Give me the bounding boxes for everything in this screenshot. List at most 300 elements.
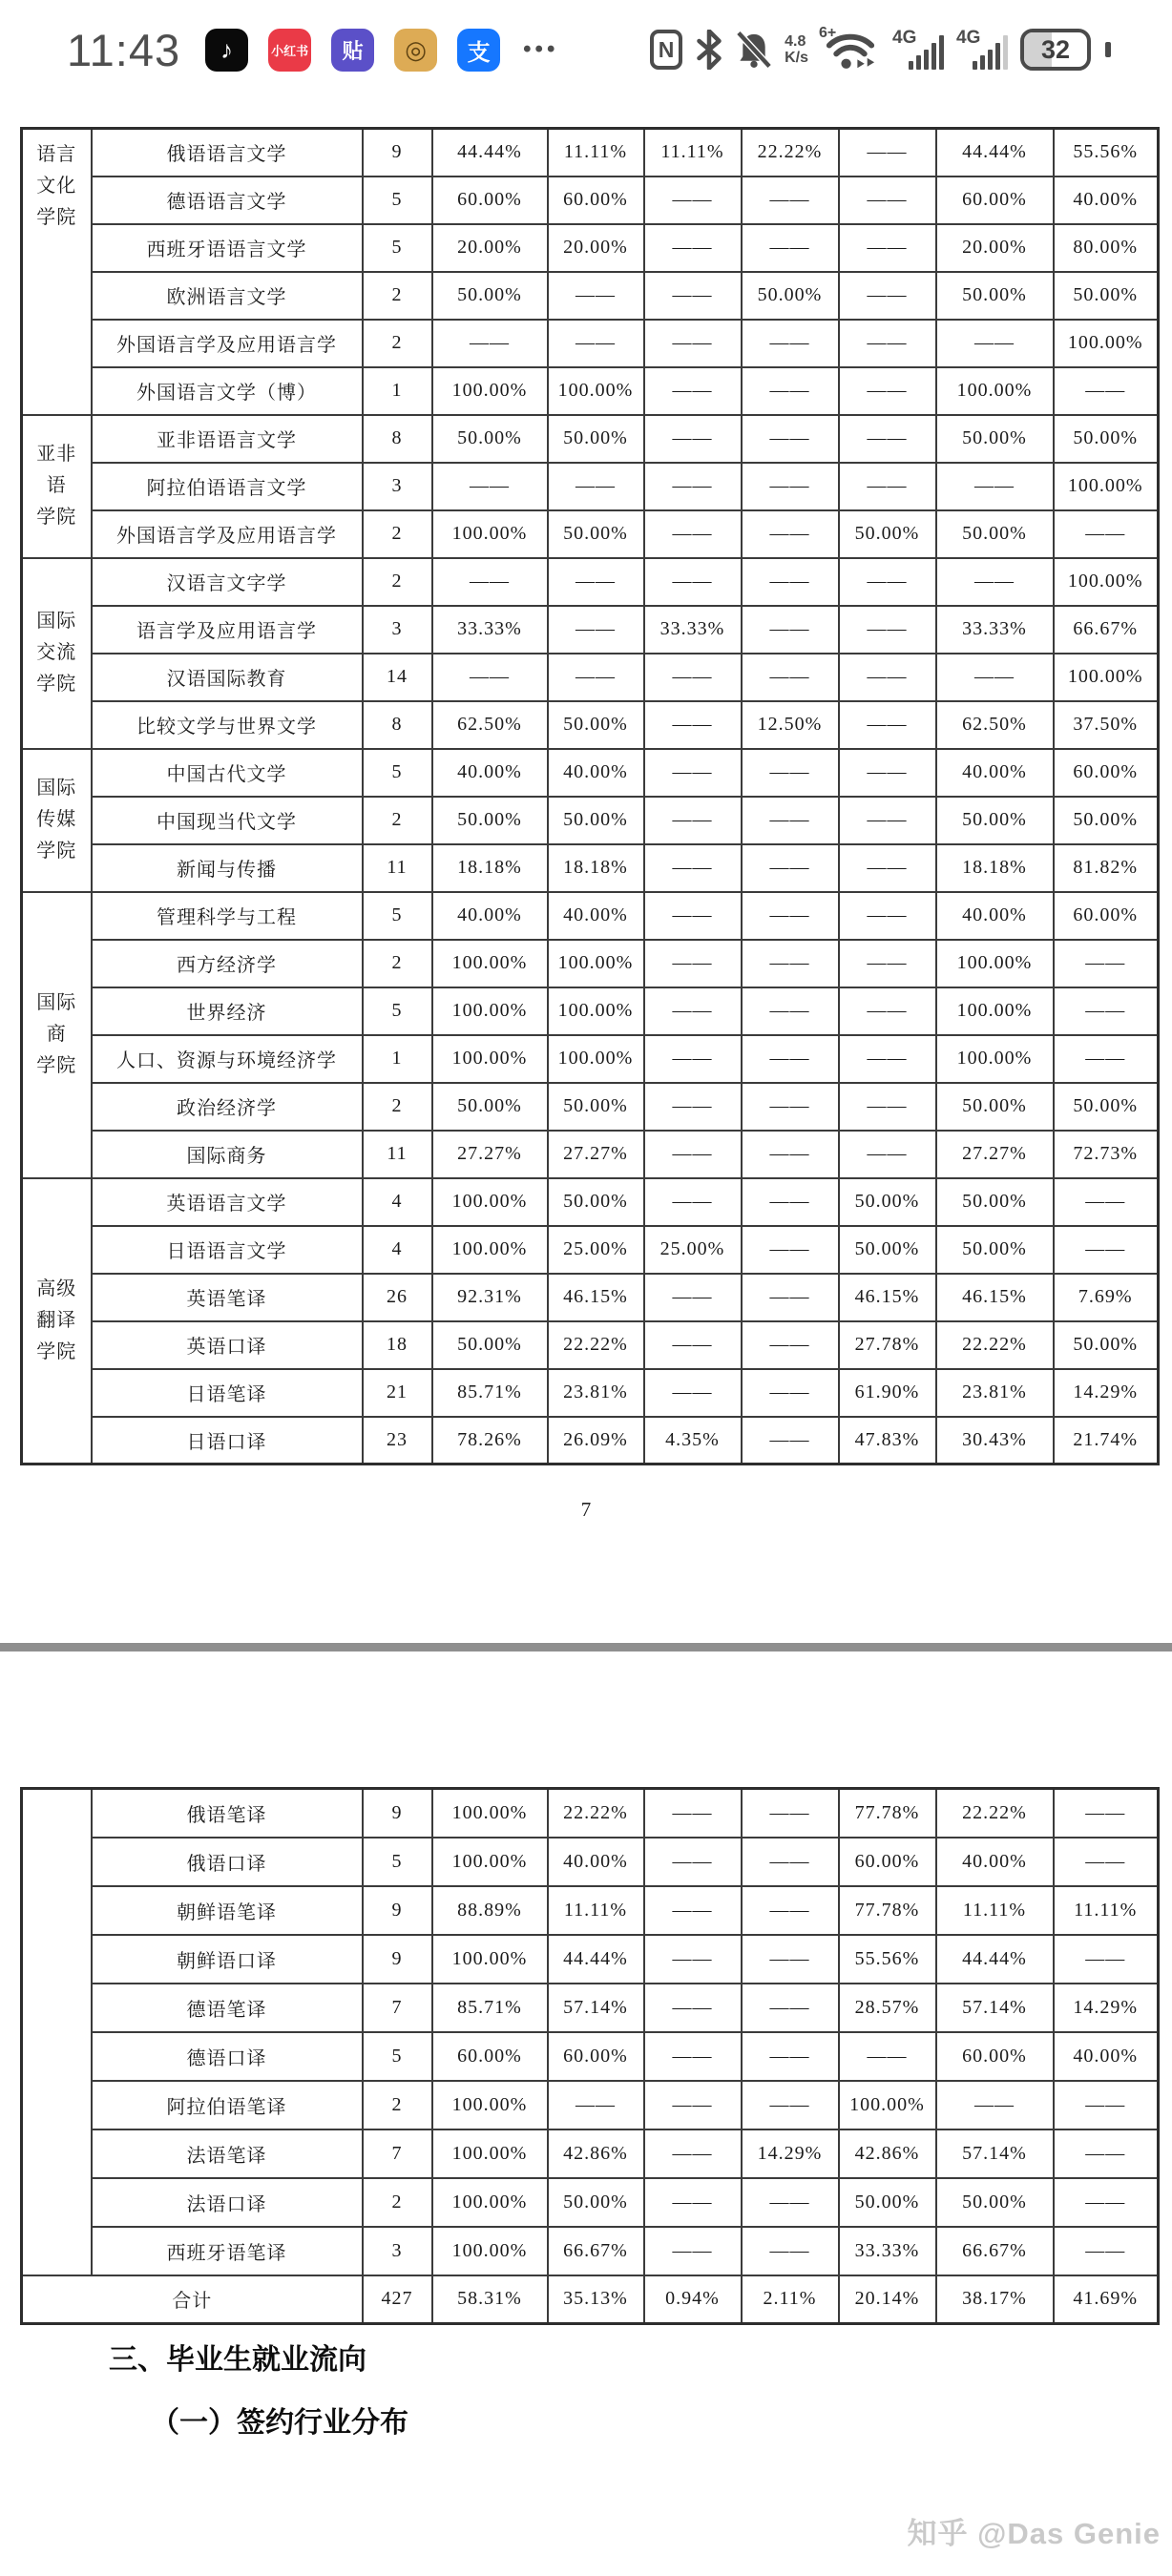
percent-cell: 77.78% xyxy=(839,1789,936,1838)
major-name-cell: 俄语笔译 xyxy=(92,1789,363,1838)
total-percent-cell: 20.14% xyxy=(839,2275,936,2324)
graduate-count-cell: 2 xyxy=(363,272,432,320)
major-name-cell: 法语笔译 xyxy=(92,2129,363,2178)
percent-cell: 100.00% xyxy=(432,2081,548,2129)
table-row xyxy=(22,1321,1159,1369)
graduate-count-cell: 14 xyxy=(363,654,432,701)
percent-cell: 80.00% xyxy=(1054,224,1159,272)
major-name-cell: 管理科学与工程 xyxy=(92,892,363,940)
percent-cell: —— xyxy=(1054,510,1159,558)
percent-cell: 50.00% xyxy=(936,510,1054,558)
percent-cell: —— xyxy=(644,1935,742,1984)
table-row xyxy=(22,1035,1159,1083)
percent-cell: —— xyxy=(742,749,839,797)
percent-cell: —— xyxy=(548,463,644,510)
percent-cell: 50.00% xyxy=(548,510,644,558)
percent-cell: —— xyxy=(742,654,839,701)
table-row xyxy=(22,606,1159,654)
graduate-count-cell: 1 xyxy=(363,1035,432,1083)
wifi-6-badge: 6+ xyxy=(819,25,837,41)
percent-cell: —— xyxy=(742,1369,839,1417)
percent-cell: 60.00% xyxy=(548,177,644,224)
percent-cell: —— xyxy=(644,510,742,558)
major-name-cell: 日语语言文学 xyxy=(92,1226,363,1274)
graduate-count-cell: 4 xyxy=(363,1226,432,1274)
percent-cell: —— xyxy=(742,1226,839,1274)
total-percent-cell: 0.94% xyxy=(644,2275,742,2324)
percent-cell: —— xyxy=(742,1035,839,1083)
percent-cell: —— xyxy=(742,1321,839,1369)
table-row xyxy=(22,797,1159,844)
percent-cell: 66.67% xyxy=(548,2227,644,2275)
major-name-cell: 德语笔译 xyxy=(92,1984,363,2032)
percent-cell: 50.00% xyxy=(1054,797,1159,844)
percent-cell: —— xyxy=(742,558,839,606)
percent-cell: 50.00% xyxy=(936,2178,1054,2227)
percent-cell: 14.29% xyxy=(742,2129,839,2178)
percent-cell: —— xyxy=(432,558,548,606)
table-row xyxy=(22,940,1159,987)
major-name-cell: 朝鲜语口译 xyxy=(92,1935,363,1984)
percent-cell: 61.90% xyxy=(839,1369,936,1417)
percent-cell: 25.00% xyxy=(644,1226,742,1274)
percent-cell: 33.33% xyxy=(839,2227,936,2275)
percent-cell: —— xyxy=(936,558,1054,606)
graduate-count-cell: 5 xyxy=(363,749,432,797)
percent-cell: —— xyxy=(548,320,644,367)
college-label-cell: 高级 翻译 学院 xyxy=(22,1178,92,1465)
percent-cell: —— xyxy=(644,320,742,367)
major-name-cell: 德语口译 xyxy=(92,2032,363,2081)
total-percent-cell: 38.17% xyxy=(936,2275,1054,2324)
table-row xyxy=(22,1984,1159,2032)
percent-cell: —— xyxy=(742,1838,839,1886)
percent-cell: —— xyxy=(548,272,644,320)
percent-cell: 100.00% xyxy=(936,940,1054,987)
percent-cell: —— xyxy=(644,558,742,606)
table-row xyxy=(22,415,1159,463)
percent-cell: —— xyxy=(1054,1226,1159,1274)
graduate-count-cell: 3 xyxy=(363,606,432,654)
graduate-count-cell: 3 xyxy=(363,463,432,510)
total-percent-cell: 35.13% xyxy=(548,2275,644,2324)
percent-cell: 11.11% xyxy=(644,129,742,177)
college-label-cell xyxy=(22,1789,92,2275)
percent-cell: 42.86% xyxy=(839,2129,936,2178)
percent-cell: 100.00% xyxy=(432,1789,548,1838)
table-row xyxy=(22,463,1159,510)
percent-cell: —— xyxy=(644,892,742,940)
table-row xyxy=(22,1369,1159,1417)
percent-cell: 100.00% xyxy=(432,940,548,987)
percent-cell: 50.00% xyxy=(839,1226,936,1274)
table-row xyxy=(22,2129,1159,2178)
document-viewer[interactable] xyxy=(0,93,1172,2576)
table-row xyxy=(22,1886,1159,1935)
graduate-count-cell: 2 xyxy=(363,2081,432,2129)
percent-cell: 57.14% xyxy=(936,2129,1054,2178)
percent-cell: 50.00% xyxy=(548,415,644,463)
percent-cell: —— xyxy=(1054,2178,1159,2227)
percent-cell: —— xyxy=(742,2227,839,2275)
percent-cell: —— xyxy=(1054,1789,1159,1838)
percent-cell: 60.00% xyxy=(1054,749,1159,797)
percent-cell: —— xyxy=(839,2032,936,2081)
college-label-cell: 国际 商 学院 xyxy=(22,892,92,1178)
percent-cell: 100.00% xyxy=(548,987,644,1035)
percent-cell: 100.00% xyxy=(548,940,644,987)
percent-cell: —— xyxy=(839,654,936,701)
percent-cell: —— xyxy=(839,224,936,272)
percent-cell: —— xyxy=(742,1886,839,1935)
percent-cell: 27.27% xyxy=(936,1131,1054,1178)
major-name-cell: 世界经济 xyxy=(92,987,363,1035)
percent-cell: 50.00% xyxy=(936,1083,1054,1131)
percent-cell: 27.27% xyxy=(548,1131,644,1178)
percent-cell: —— xyxy=(548,2081,644,2129)
percent-cell: —— xyxy=(742,940,839,987)
percent-cell: —— xyxy=(1054,987,1159,1035)
graduate-count-cell: 5 xyxy=(363,1838,432,1886)
percent-cell: —— xyxy=(644,940,742,987)
percent-cell: 50.00% xyxy=(1054,415,1159,463)
major-name-cell: 外国语言文学（博） xyxy=(92,367,363,415)
college-label-cell: 国际 交流 学院 xyxy=(22,558,92,749)
percent-cell: 100.00% xyxy=(432,987,548,1035)
table-row xyxy=(22,1935,1159,1984)
percent-cell: 100.00% xyxy=(432,1035,548,1083)
percent-cell: 33.33% xyxy=(432,606,548,654)
percent-cell: —— xyxy=(742,797,839,844)
total-percent-cell: 41.69% xyxy=(1054,2275,1159,2324)
percent-cell: —— xyxy=(644,1789,742,1838)
percent-cell: —— xyxy=(432,654,548,701)
graduate-count-cell: 5 xyxy=(363,177,432,224)
graduate-count-cell: 9 xyxy=(363,1935,432,1984)
notification-app-icons xyxy=(205,29,500,72)
percent-cell: —— xyxy=(1054,940,1159,987)
percent-cell: 85.71% xyxy=(432,1369,548,1417)
percent-cell: 100.00% xyxy=(1054,654,1159,701)
graduate-count-cell: 2 xyxy=(363,797,432,844)
percent-cell: 50.00% xyxy=(839,1178,936,1226)
percent-cell: —— xyxy=(742,606,839,654)
percent-cell: —— xyxy=(839,844,936,892)
percent-cell: 60.00% xyxy=(839,1838,936,1886)
percent-cell: —— xyxy=(936,463,1054,510)
percent-cell: —— xyxy=(644,987,742,1035)
percent-cell: 46.15% xyxy=(839,1274,936,1321)
graduate-count-cell: 9 xyxy=(363,1789,432,1838)
percent-cell: 46.15% xyxy=(936,1274,1054,1321)
percent-cell: 50.00% xyxy=(936,797,1054,844)
percent-cell: —— xyxy=(742,1935,839,1984)
graduate-count-cell: 3 xyxy=(363,2227,432,2275)
percent-cell: —— xyxy=(839,320,936,367)
percent-cell: —— xyxy=(742,510,839,558)
percent-cell: 50.00% xyxy=(936,1226,1054,1274)
percent-cell: —— xyxy=(548,654,644,701)
graduate-count-cell: 23 xyxy=(363,1417,432,1465)
percent-cell: 50.00% xyxy=(548,797,644,844)
percent-cell: 50.00% xyxy=(936,272,1054,320)
percent-cell: 50.00% xyxy=(839,510,936,558)
percent-cell: —— xyxy=(644,1274,742,1321)
graduate-count-cell: 21 xyxy=(363,1369,432,1417)
percent-cell: 40.00% xyxy=(1054,2032,1159,2081)
percent-cell: —— xyxy=(644,224,742,272)
percent-cell: 18.18% xyxy=(548,844,644,892)
graduate-count-cell: 1 xyxy=(363,367,432,415)
percent-cell: 40.00% xyxy=(432,749,548,797)
percent-cell: —— xyxy=(742,1274,839,1321)
percent-cell: —— xyxy=(1054,367,1159,415)
percent-cell: 92.31% xyxy=(432,1274,548,1321)
table-row xyxy=(22,510,1159,558)
percent-cell: 85.71% xyxy=(432,1984,548,2032)
percent-cell: —— xyxy=(742,1178,839,1226)
college-label-cell: 语言 文化 学院 xyxy=(22,129,92,415)
percent-cell: 100.00% xyxy=(548,1035,644,1083)
wifi-icon xyxy=(821,27,880,73)
percent-cell: 60.00% xyxy=(1054,892,1159,940)
percent-cell: —— xyxy=(644,1838,742,1886)
percent-cell: —— xyxy=(644,2178,742,2227)
percent-cell: —— xyxy=(644,367,742,415)
percent-cell: 40.00% xyxy=(432,892,548,940)
graduate-count-cell: 8 xyxy=(363,415,432,463)
major-name-cell: 亚非语语言文学 xyxy=(92,415,363,463)
table-row xyxy=(22,892,1159,940)
percent-cell: —— xyxy=(936,320,1054,367)
percent-cell: 60.00% xyxy=(432,2032,548,2081)
percent-cell: 30.43% xyxy=(936,1417,1054,1465)
graduate-count-cell: 11 xyxy=(363,1131,432,1178)
more-notifications-icon: ••• xyxy=(523,36,559,62)
percent-cell: 100.00% xyxy=(936,987,1054,1035)
percent-cell: 57.14% xyxy=(936,1984,1054,2032)
percent-cell: 81.82% xyxy=(1054,844,1159,892)
percent-cell: 44.44% xyxy=(432,129,548,177)
gold-badge-app-icon: ◎ xyxy=(394,29,437,72)
table-row xyxy=(22,1789,1159,1838)
percent-cell: 60.00% xyxy=(432,177,548,224)
percent-cell: 12.50% xyxy=(742,701,839,749)
percent-cell: 62.50% xyxy=(936,701,1054,749)
percent-cell: 14.29% xyxy=(1054,1984,1159,2032)
percent-cell: —— xyxy=(839,558,936,606)
major-name-cell: 比较文学与世界文学 xyxy=(92,701,363,749)
percent-cell: 50.00% xyxy=(839,2178,936,2227)
table-row xyxy=(22,701,1159,749)
graduate-count-cell: 8 xyxy=(363,701,432,749)
percent-cell: —— xyxy=(432,463,548,510)
major-name-cell: 政治经济学 xyxy=(92,1083,363,1131)
percent-cell: —— xyxy=(742,2178,839,2227)
percent-cell: —— xyxy=(1054,1838,1159,1886)
battery-terminal xyxy=(1105,42,1111,57)
percent-cell: 23.81% xyxy=(936,1369,1054,1417)
percent-cell: 18.18% xyxy=(936,844,1054,892)
percent-cell: 22.22% xyxy=(936,1321,1054,1369)
percent-cell: —— xyxy=(742,1984,839,2032)
percent-cell: 50.00% xyxy=(1054,1321,1159,1369)
total-percent-cell: 2.11% xyxy=(742,2275,839,2324)
major-name-cell: 汉语国际教育 xyxy=(92,654,363,701)
percent-cell: 100.00% xyxy=(936,1035,1054,1083)
table-row xyxy=(22,129,1159,177)
graduate-count-cell: 2 xyxy=(363,558,432,606)
major-name-cell: 中国现当代文学 xyxy=(92,797,363,844)
percent-cell: —— xyxy=(742,892,839,940)
percent-cell: —— xyxy=(742,415,839,463)
percent-cell: 100.00% xyxy=(839,2081,936,2129)
graduate-count-cell: 5 xyxy=(363,987,432,1035)
percent-cell: 55.56% xyxy=(1054,129,1159,177)
status-indicators xyxy=(650,27,1111,73)
alipay-app-icon: 支 xyxy=(457,29,500,72)
status-bar xyxy=(0,6,1172,93)
percent-cell: 37.50% xyxy=(1054,701,1159,749)
percent-cell: 22.22% xyxy=(936,1789,1054,1838)
percent-cell: —— xyxy=(839,701,936,749)
major-name-cell: 西班牙语语言文学 xyxy=(92,224,363,272)
major-name-cell: 西方经济学 xyxy=(92,940,363,987)
total-percent-cell: 58.31% xyxy=(432,2275,548,2324)
percent-cell: —— xyxy=(644,2081,742,2129)
major-name-cell: 英语口译 xyxy=(92,1321,363,1369)
percent-cell: 50.00% xyxy=(1054,272,1159,320)
graduate-count-cell: 4 xyxy=(363,1178,432,1226)
graduate-count-cell: 2 xyxy=(363,510,432,558)
percent-cell: 100.00% xyxy=(1054,463,1159,510)
percent-cell: 100.00% xyxy=(432,2178,548,2227)
graduate-count-cell: 9 xyxy=(363,1886,432,1935)
major-name-cell: 英语笔译 xyxy=(92,1274,363,1321)
percent-cell: 66.67% xyxy=(1054,606,1159,654)
college-label-cell: 亚非 语 学院 xyxy=(22,415,92,558)
percent-cell: 50.00% xyxy=(432,1321,548,1369)
percent-cell: 50.00% xyxy=(432,797,548,844)
major-name-cell: 俄语口译 xyxy=(92,1838,363,1886)
percent-cell: —— xyxy=(1054,2227,1159,2275)
percent-cell: —— xyxy=(644,1178,742,1226)
signal-4g-primary-icon: 4G xyxy=(892,28,944,72)
percent-cell: 44.44% xyxy=(548,1935,644,1984)
percent-cell: 100.00% xyxy=(432,1226,548,1274)
percent-cell: 100.00% xyxy=(432,510,548,558)
percent-cell: —— xyxy=(644,272,742,320)
percent-cell: 100.00% xyxy=(432,1935,548,1984)
percent-cell: 40.00% xyxy=(548,1838,644,1886)
table-row xyxy=(22,844,1159,892)
percent-cell: 100.00% xyxy=(432,367,548,415)
percent-cell: 50.00% xyxy=(1054,1083,1159,1131)
percent-cell: —— xyxy=(742,2081,839,2129)
percent-cell: —— xyxy=(644,654,742,701)
major-name-cell: 国际商务 xyxy=(92,1131,363,1178)
page-number: 7 xyxy=(580,1498,592,1521)
percent-cell: —— xyxy=(644,2227,742,2275)
percent-cell: 28.57% xyxy=(839,1984,936,2032)
percent-cell: 50.00% xyxy=(548,1083,644,1131)
graduate-count-cell: 2 xyxy=(363,1083,432,1131)
college-label-cell: 国际 传媒 学院 xyxy=(22,749,92,892)
table-row xyxy=(22,224,1159,272)
percent-cell: —— xyxy=(644,844,742,892)
total-row xyxy=(22,2275,1159,2324)
percent-cell: —— xyxy=(839,272,936,320)
percent-cell: 33.33% xyxy=(936,606,1054,654)
percent-cell: 100.00% xyxy=(432,1178,548,1226)
major-name-cell: 中国古代文学 xyxy=(92,749,363,797)
percent-cell: 11.11% xyxy=(548,129,644,177)
percent-cell: —— xyxy=(742,224,839,272)
graduate-count-cell: 11 xyxy=(363,844,432,892)
percent-cell: —— xyxy=(839,129,936,177)
major-name-cell: 外国语言学及应用语言学 xyxy=(92,320,363,367)
percent-cell: —— xyxy=(839,415,936,463)
percent-cell: —— xyxy=(742,463,839,510)
graduate-count-cell: 5 xyxy=(363,2032,432,2081)
percent-cell: —— xyxy=(936,2081,1054,2129)
table-row xyxy=(22,1274,1159,1321)
table-row xyxy=(22,654,1159,701)
percent-cell: —— xyxy=(839,987,936,1035)
percent-cell: 14.29% xyxy=(1054,1369,1159,1417)
percent-cell: —— xyxy=(1054,1935,1159,1984)
percent-cell: —— xyxy=(742,1131,839,1178)
table-row xyxy=(22,2227,1159,2275)
percent-cell: 100.00% xyxy=(432,2227,548,2275)
percent-cell: —— xyxy=(644,797,742,844)
percent-cell: —— xyxy=(839,1035,936,1083)
percent-cell: 11.11% xyxy=(936,1886,1054,1935)
employment-rate-table-page7 xyxy=(20,127,1160,1465)
tieba-app-icon: 贴 xyxy=(331,29,374,72)
major-name-cell: 日语口译 xyxy=(92,1417,363,1465)
table-row xyxy=(22,272,1159,320)
major-name-cell: 德语语言文学 xyxy=(92,177,363,224)
percent-cell: —— xyxy=(644,1369,742,1417)
percent-cell: —— xyxy=(839,892,936,940)
graduate-count-cell: 26 xyxy=(363,1274,432,1321)
graduate-count-cell: 2 xyxy=(363,320,432,367)
table-row xyxy=(22,1083,1159,1131)
muted-bell-icon xyxy=(736,30,772,70)
percent-cell: —— xyxy=(839,367,936,415)
nfc-icon: N xyxy=(650,30,682,70)
percent-cell: 100.00% xyxy=(548,367,644,415)
graduate-count-cell: 2 xyxy=(363,940,432,987)
table-row xyxy=(22,1417,1159,1465)
percent-cell: —— xyxy=(1054,1178,1159,1226)
graduate-count-cell: 2 xyxy=(363,2178,432,2227)
percent-cell: 42.86% xyxy=(548,2129,644,2178)
xiaohongshu-app-icon: 小红书 xyxy=(268,29,311,72)
table-row xyxy=(22,1226,1159,1274)
percent-cell: —— xyxy=(644,1886,742,1935)
percent-cell: —— xyxy=(548,606,644,654)
signal-4g-secondary-icon: 4G xyxy=(956,28,1008,72)
percent-cell: 25.00% xyxy=(548,1226,644,1274)
percent-cell: 72.73% xyxy=(1054,1131,1159,1178)
percent-cell: 50.00% xyxy=(742,272,839,320)
table-row xyxy=(22,320,1159,367)
percent-cell: 100.00% xyxy=(1054,320,1159,367)
percent-cell: —— xyxy=(644,2129,742,2178)
percent-cell: 46.15% xyxy=(548,1274,644,1321)
